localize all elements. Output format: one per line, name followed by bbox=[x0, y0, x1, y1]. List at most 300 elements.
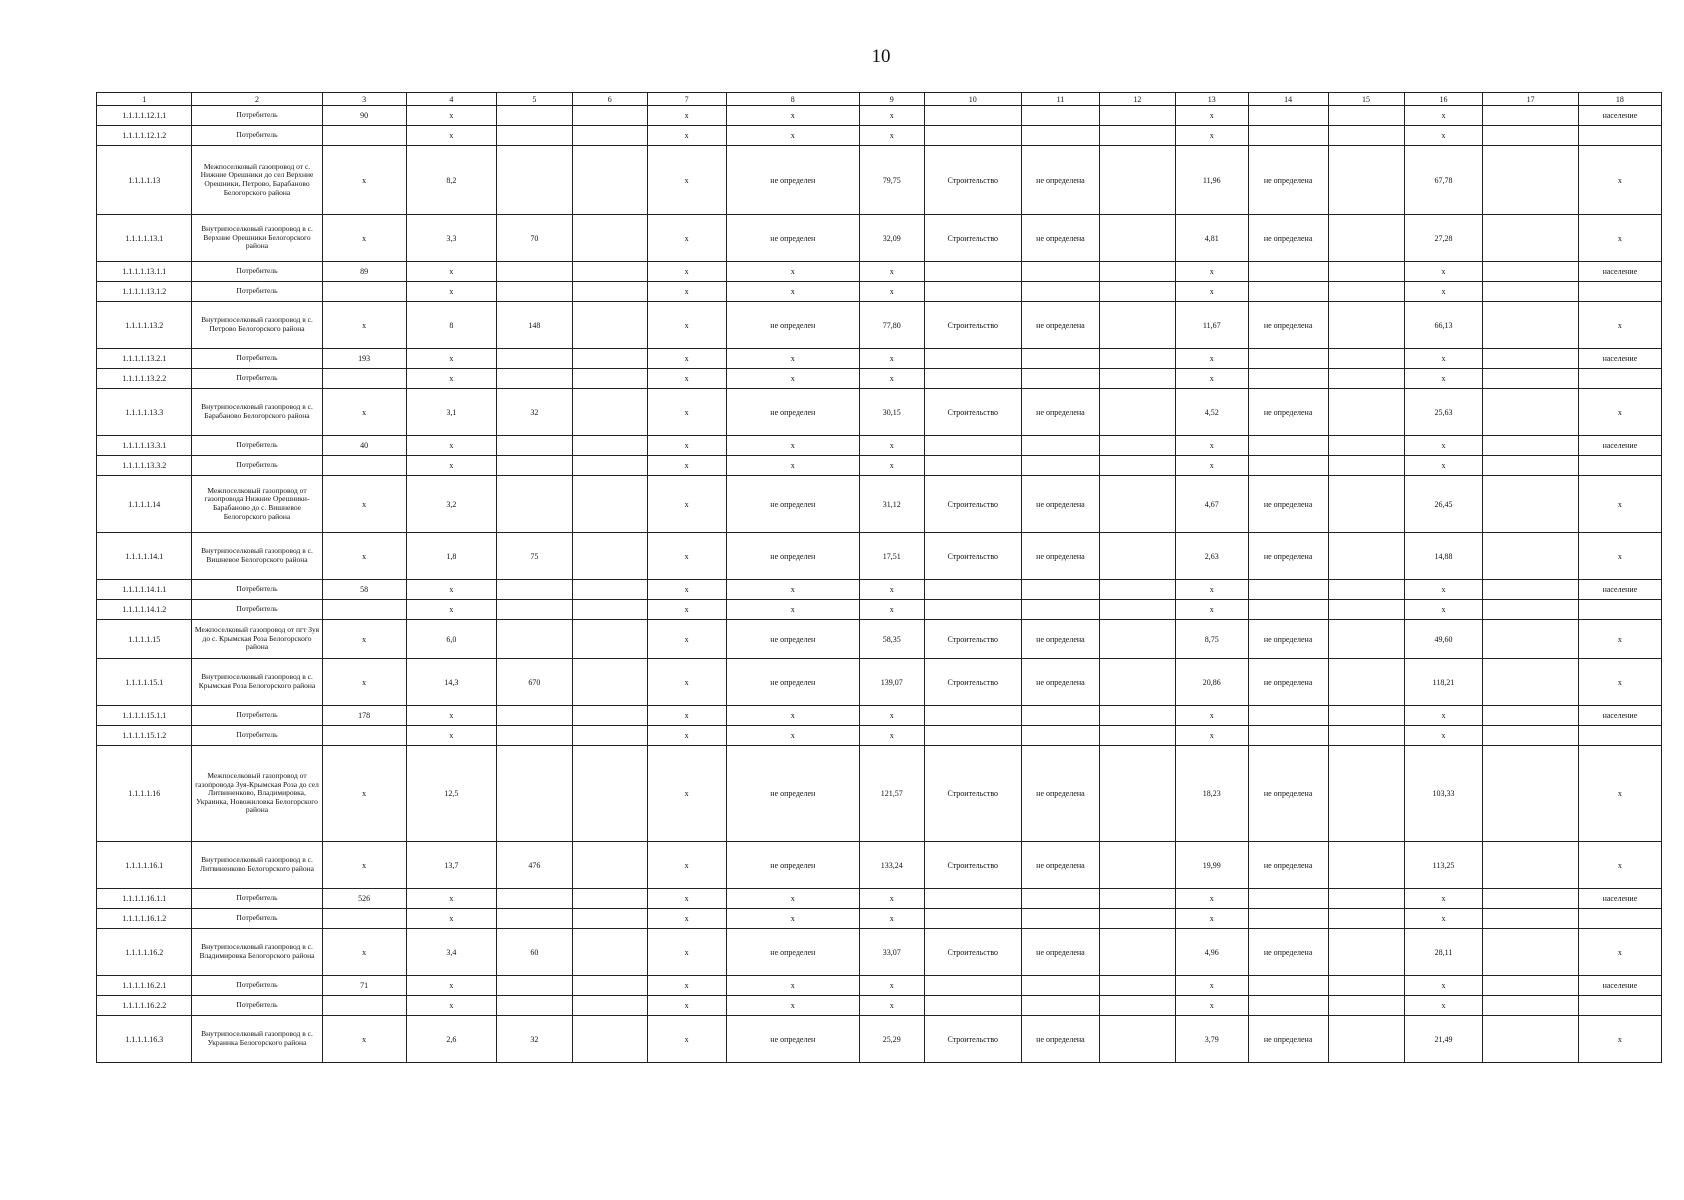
column-header: 15 bbox=[1328, 93, 1404, 106]
table-row bbox=[97, 726, 1662, 746]
table-cell bbox=[1328, 659, 1404, 706]
table-cell: х bbox=[647, 996, 726, 1016]
table-cell bbox=[496, 706, 572, 726]
table-cell: не определен bbox=[726, 659, 859, 706]
table-cell: не определена bbox=[1248, 302, 1328, 349]
table-cell: х bbox=[647, 476, 726, 533]
table-cell bbox=[924, 106, 1021, 126]
table-cell: не определена bbox=[1248, 1016, 1328, 1063]
table-cell bbox=[1021, 580, 1099, 600]
table-cell: не определена bbox=[1021, 146, 1099, 215]
table-cell: Потребитель bbox=[192, 456, 322, 476]
table-cell: х bbox=[1175, 106, 1248, 126]
table-row bbox=[97, 976, 1662, 996]
table-cell: х bbox=[1404, 726, 1483, 746]
table-cell: 4,81 bbox=[1175, 215, 1248, 262]
column-header: 10 bbox=[924, 93, 1021, 106]
table-cell: х bbox=[859, 976, 924, 996]
column-header: 2 bbox=[192, 93, 322, 106]
table-cell bbox=[1099, 726, 1175, 746]
table-cell: не определена bbox=[1021, 659, 1099, 706]
table-cell bbox=[496, 976, 572, 996]
table-cell bbox=[572, 533, 647, 580]
table-cell: х bbox=[1578, 659, 1661, 706]
table-cell: 77,80 bbox=[859, 302, 924, 349]
table-cell: 32,09 bbox=[859, 215, 924, 262]
table-cell: х bbox=[1175, 126, 1248, 146]
table-cell: Строительство bbox=[924, 476, 1021, 533]
table-cell: не определена bbox=[1248, 146, 1328, 215]
table-cell bbox=[1099, 620, 1175, 659]
table-cell: х bbox=[322, 842, 406, 889]
table-cell: Межпоселковый газопровод от с. Нижние Орешники до сел Верхние Орешники, Петрово, Барабаново Белогорского района bbox=[192, 146, 322, 215]
table-cell: 1.1.1.1.16.1 bbox=[97, 842, 192, 889]
table-cell: 3,79 bbox=[1175, 1016, 1248, 1063]
table-cell: х bbox=[647, 659, 726, 706]
table-cell: не определена bbox=[1021, 1016, 1099, 1063]
table-cell: х bbox=[1175, 369, 1248, 389]
header-row bbox=[97, 93, 1662, 106]
table-cell: 4,52 bbox=[1175, 389, 1248, 436]
table-cell: 1.1.1.1.13.2 bbox=[97, 302, 192, 349]
table-cell bbox=[496, 909, 572, 929]
table-cell: население bbox=[1578, 262, 1661, 282]
table-cell bbox=[924, 436, 1021, 456]
table-cell: Потребитель bbox=[192, 909, 322, 929]
table-cell bbox=[924, 706, 1021, 726]
table-cell bbox=[1483, 456, 1578, 476]
table-cell: не определена bbox=[1021, 215, 1099, 262]
table-cell: х bbox=[647, 889, 726, 909]
table-cell: 670 bbox=[496, 659, 572, 706]
table-cell: х bbox=[322, 620, 406, 659]
table-cell bbox=[1483, 262, 1578, 282]
table-cell: население bbox=[1578, 706, 1661, 726]
table-cell bbox=[1328, 909, 1404, 929]
table-cell: х bbox=[647, 706, 726, 726]
table-row bbox=[97, 746, 1662, 842]
table-cell bbox=[1328, 842, 1404, 889]
table-cell: 58 bbox=[322, 580, 406, 600]
table-cell: население bbox=[1578, 889, 1661, 909]
table-cell: х bbox=[647, 533, 726, 580]
table-cell: 1.1.1.1.16.1.2 bbox=[97, 909, 192, 929]
table-cell: не определен bbox=[726, 389, 859, 436]
table-cell bbox=[1483, 476, 1578, 533]
table-cell: 19,99 bbox=[1175, 842, 1248, 889]
table-cell bbox=[1483, 369, 1578, 389]
table-cell: Потребитель bbox=[192, 106, 322, 126]
table-cell: 193 bbox=[322, 349, 406, 369]
table-cell: не определен bbox=[726, 1016, 859, 1063]
table-cell bbox=[1248, 106, 1328, 126]
table-cell bbox=[1578, 126, 1661, 146]
table-cell bbox=[496, 369, 572, 389]
table-cell bbox=[1099, 126, 1175, 146]
table-cell: х bbox=[406, 996, 496, 1016]
table-cell: х bbox=[647, 369, 726, 389]
table-cell bbox=[1099, 262, 1175, 282]
table-cell: х bbox=[1404, 106, 1483, 126]
table-cell: х bbox=[859, 996, 924, 1016]
table-cell: х bbox=[726, 282, 859, 302]
table-cell bbox=[572, 349, 647, 369]
table-cell: х bbox=[859, 726, 924, 746]
column-header: 8 bbox=[726, 93, 859, 106]
table-cell bbox=[1021, 726, 1099, 746]
table-cell bbox=[1248, 976, 1328, 996]
table-row bbox=[97, 620, 1662, 659]
table-cell bbox=[1021, 369, 1099, 389]
table-cell: Внутрипоселковый газопровод в с. Крымская Роза Белогорского района bbox=[192, 659, 322, 706]
table-cell: х bbox=[1578, 746, 1661, 842]
table-row bbox=[97, 215, 1662, 262]
table-cell: х bbox=[859, 909, 924, 929]
table-cell: 4,96 bbox=[1175, 929, 1248, 976]
table-cell bbox=[496, 889, 572, 909]
table-cell bbox=[1578, 282, 1661, 302]
table-cell: х bbox=[406, 282, 496, 302]
table-cell bbox=[572, 600, 647, 620]
table-cell: Потребитель bbox=[192, 262, 322, 282]
table-cell: х bbox=[1175, 456, 1248, 476]
table-cell: х bbox=[1578, 620, 1661, 659]
table-cell bbox=[1021, 262, 1099, 282]
table-cell bbox=[1328, 282, 1404, 302]
table-cell: х bbox=[406, 726, 496, 746]
table-cell: 1.1.1.1.16.1.1 bbox=[97, 889, 192, 909]
table-cell: х bbox=[726, 909, 859, 929]
table-cell: х bbox=[1578, 302, 1661, 349]
table-row bbox=[97, 929, 1662, 976]
table-cell bbox=[1483, 1016, 1578, 1063]
table-cell: Строительство bbox=[924, 1016, 1021, 1063]
table-cell bbox=[1328, 215, 1404, 262]
column-header: 9 bbox=[859, 93, 924, 106]
table-cell: 3,2 bbox=[406, 476, 496, 533]
table-cell: х bbox=[647, 909, 726, 929]
table-cell: х bbox=[647, 436, 726, 456]
table-cell: 12,5 bbox=[406, 746, 496, 842]
table-cell: 27,28 bbox=[1404, 215, 1483, 262]
table-cell bbox=[1021, 349, 1099, 369]
table-cell: х bbox=[647, 215, 726, 262]
table-cell bbox=[1328, 533, 1404, 580]
table-cell: х bbox=[859, 456, 924, 476]
table-cell: х bbox=[859, 349, 924, 369]
table-cell: х bbox=[647, 349, 726, 369]
table-cell: Строительство bbox=[924, 659, 1021, 706]
table-cell bbox=[572, 146, 647, 215]
table-cell bbox=[572, 659, 647, 706]
table-cell: 1.1.1.1.16 bbox=[97, 746, 192, 842]
table-cell: х bbox=[726, 126, 859, 146]
table-cell bbox=[1328, 1016, 1404, 1063]
table-cell bbox=[1248, 889, 1328, 909]
table-cell: 1.1.1.1.13.3.2 bbox=[97, 456, 192, 476]
table-cell bbox=[1248, 262, 1328, 282]
table-cell bbox=[1328, 262, 1404, 282]
table-cell: не определена bbox=[1248, 746, 1328, 842]
table-cell bbox=[1483, 302, 1578, 349]
table-cell bbox=[1099, 476, 1175, 533]
table-cell bbox=[1099, 106, 1175, 126]
column-header: 17 bbox=[1483, 93, 1578, 106]
table-cell: 71 bbox=[322, 976, 406, 996]
table-cell bbox=[1483, 659, 1578, 706]
column-header: 12 bbox=[1099, 93, 1175, 106]
table-cell: х bbox=[1404, 996, 1483, 1016]
table-row bbox=[97, 436, 1662, 456]
table-cell: не определена bbox=[1248, 659, 1328, 706]
table-row bbox=[97, 533, 1662, 580]
table-cell: Внутрипоселковый газопровод в с. Украинка Белогорского района bbox=[192, 1016, 322, 1063]
table-cell bbox=[572, 436, 647, 456]
table-cell: 1.1.1.1.13 bbox=[97, 146, 192, 215]
table-cell bbox=[924, 600, 1021, 620]
table-cell bbox=[1248, 436, 1328, 456]
table-cell: 79,75 bbox=[859, 146, 924, 215]
table-row bbox=[97, 369, 1662, 389]
table-cell bbox=[1099, 369, 1175, 389]
table-cell bbox=[1099, 215, 1175, 262]
table-cell: х bbox=[406, 909, 496, 929]
table-cell bbox=[1483, 620, 1578, 659]
table-cell bbox=[924, 126, 1021, 146]
table-cell: 33,07 bbox=[859, 929, 924, 976]
table-cell: 8 bbox=[406, 302, 496, 349]
table-cell: х bbox=[1404, 976, 1483, 996]
table-cell bbox=[924, 909, 1021, 929]
table-cell: Строительство bbox=[924, 746, 1021, 842]
table-cell bbox=[496, 126, 572, 146]
table-cell: не определен bbox=[726, 215, 859, 262]
table-cell bbox=[1099, 302, 1175, 349]
table-cell: 121,57 bbox=[859, 746, 924, 842]
table-cell bbox=[1578, 726, 1661, 746]
table-cell: 14,88 bbox=[1404, 533, 1483, 580]
table-cell: х bbox=[647, 746, 726, 842]
table-cell bbox=[572, 126, 647, 146]
table-cell bbox=[1248, 369, 1328, 389]
table-cell: х bbox=[1175, 726, 1248, 746]
table-cell: х bbox=[322, 302, 406, 349]
table-cell: х bbox=[726, 580, 859, 600]
table-cell: 4,67 bbox=[1175, 476, 1248, 533]
table-cell: х bbox=[647, 1016, 726, 1063]
table-cell: х bbox=[726, 706, 859, 726]
table-cell bbox=[924, 976, 1021, 996]
table-cell: 1.1.1.1.13.1 bbox=[97, 215, 192, 262]
table-cell bbox=[1021, 909, 1099, 929]
table-cell: 1.1.1.1.14.1.2 bbox=[97, 600, 192, 620]
table-cell bbox=[572, 456, 647, 476]
table-cell bbox=[572, 282, 647, 302]
table-cell: Строительство bbox=[924, 842, 1021, 889]
table-cell bbox=[924, 996, 1021, 1016]
table-cell: х bbox=[1175, 976, 1248, 996]
table-cell: х bbox=[1404, 126, 1483, 146]
table-cell: 40 bbox=[322, 436, 406, 456]
table-cell: население bbox=[1578, 436, 1661, 456]
table-cell: 8,2 bbox=[406, 146, 496, 215]
table-cell bbox=[1483, 706, 1578, 726]
table-cell bbox=[496, 620, 572, 659]
table-cell: х bbox=[406, 262, 496, 282]
table-cell bbox=[572, 369, 647, 389]
table-cell: 103,33 bbox=[1404, 746, 1483, 842]
table-row bbox=[97, 106, 1662, 126]
table-cell bbox=[322, 456, 406, 476]
table-cell bbox=[1483, 746, 1578, 842]
table-cell: х bbox=[1578, 929, 1661, 976]
table-cell bbox=[924, 349, 1021, 369]
table-cell bbox=[572, 726, 647, 746]
table-row bbox=[97, 302, 1662, 349]
table-cell: 1.1.1.1.13.2.1 bbox=[97, 349, 192, 369]
table-cell bbox=[572, 976, 647, 996]
table-cell bbox=[1021, 996, 1099, 1016]
table-cell bbox=[1483, 842, 1578, 889]
table-cell: х bbox=[647, 456, 726, 476]
table-cell bbox=[1483, 126, 1578, 146]
table-cell bbox=[1328, 476, 1404, 533]
table-cell bbox=[496, 436, 572, 456]
table-cell bbox=[496, 476, 572, 533]
table-cell: х bbox=[322, 659, 406, 706]
table-cell: х bbox=[406, 976, 496, 996]
table-cell bbox=[572, 746, 647, 842]
table-cell: 17,51 bbox=[859, 533, 924, 580]
table-cell: х bbox=[647, 620, 726, 659]
table-cell bbox=[1099, 889, 1175, 909]
table-cell: х bbox=[726, 369, 859, 389]
table-cell: х bbox=[322, 929, 406, 976]
table-cell bbox=[924, 282, 1021, 302]
table-cell: 14,3 bbox=[406, 659, 496, 706]
table-cell bbox=[1021, 889, 1099, 909]
table-cell: 1.1.1.1.14.1 bbox=[97, 533, 192, 580]
table-cell: Внутрипоселковый газопровод в с. Вишневое Белогорского района bbox=[192, 533, 322, 580]
table-cell: х bbox=[322, 1016, 406, 1063]
table-cell: 113,25 bbox=[1404, 842, 1483, 889]
table-cell bbox=[1328, 746, 1404, 842]
table-cell bbox=[924, 262, 1021, 282]
table-cell bbox=[572, 909, 647, 929]
table-cell: Строительство bbox=[924, 389, 1021, 436]
table-cell bbox=[496, 746, 572, 842]
table-cell: 2,63 bbox=[1175, 533, 1248, 580]
table-cell: х bbox=[1404, 909, 1483, 929]
table-cell: х bbox=[1578, 842, 1661, 889]
table-cell bbox=[1021, 600, 1099, 620]
table-cell bbox=[1248, 126, 1328, 146]
table-cell: х bbox=[1404, 436, 1483, 456]
table-cell: 90 bbox=[322, 106, 406, 126]
table-cell bbox=[322, 909, 406, 929]
table-cell bbox=[1099, 976, 1175, 996]
table-cell: х bbox=[1404, 580, 1483, 600]
table-cell bbox=[1578, 369, 1661, 389]
table-cell bbox=[572, 262, 647, 282]
table-cell: х bbox=[406, 580, 496, 600]
table-cell: население bbox=[1578, 976, 1661, 996]
table-cell: 1.1.1.1.12.1.2 bbox=[97, 126, 192, 146]
table-cell: 13,7 bbox=[406, 842, 496, 889]
table-cell bbox=[1248, 909, 1328, 929]
table-cell: х bbox=[1175, 436, 1248, 456]
table-cell: не определена bbox=[1021, 746, 1099, 842]
table-cell bbox=[1021, 976, 1099, 996]
table-cell: 148 bbox=[496, 302, 572, 349]
table-cell: Потребитель bbox=[192, 600, 322, 620]
table-row bbox=[97, 262, 1662, 282]
table-cell: х bbox=[406, 889, 496, 909]
table-cell: Потребитель bbox=[192, 282, 322, 302]
table-cell bbox=[572, 580, 647, 600]
table-cell: 1.1.1.1.16.2.2 bbox=[97, 996, 192, 1016]
table-cell bbox=[496, 726, 572, 746]
table-cell: х bbox=[726, 106, 859, 126]
table-cell: не определен bbox=[726, 842, 859, 889]
table-cell: х bbox=[859, 369, 924, 389]
table-cell bbox=[572, 620, 647, 659]
table-cell: Потребитель bbox=[192, 996, 322, 1016]
table-cell: 18,23 bbox=[1175, 746, 1248, 842]
table-cell bbox=[496, 146, 572, 215]
table-cell: х bbox=[647, 929, 726, 976]
table-cell bbox=[1328, 456, 1404, 476]
table-cell: х bbox=[406, 706, 496, 726]
table-cell bbox=[1099, 349, 1175, 369]
table-cell bbox=[572, 889, 647, 909]
table-row bbox=[97, 126, 1662, 146]
table-row bbox=[97, 282, 1662, 302]
table-cell: Потребитель bbox=[192, 436, 322, 456]
table-cell bbox=[1483, 215, 1578, 262]
table-cell bbox=[1483, 436, 1578, 456]
table-cell: Потребитель bbox=[192, 889, 322, 909]
table-cell: х bbox=[406, 436, 496, 456]
table-cell bbox=[1483, 976, 1578, 996]
table-cell bbox=[496, 262, 572, 282]
table-cell bbox=[1328, 976, 1404, 996]
table-row bbox=[97, 476, 1662, 533]
table-row bbox=[97, 889, 1662, 909]
table-cell: не определена bbox=[1021, 620, 1099, 659]
gas-pipeline-table bbox=[96, 92, 1662, 1063]
table-cell: 1.1.1.1.15.1 bbox=[97, 659, 192, 706]
table-cell: х bbox=[1175, 889, 1248, 909]
table-cell: х bbox=[1404, 706, 1483, 726]
column-header: 16 bbox=[1404, 93, 1483, 106]
table-cell: 49,60 bbox=[1404, 620, 1483, 659]
table-row bbox=[97, 1016, 1662, 1063]
table-cell bbox=[1483, 533, 1578, 580]
table-cell bbox=[1483, 996, 1578, 1016]
table-row bbox=[97, 996, 1662, 1016]
table-cell: 3,4 bbox=[406, 929, 496, 976]
table-cell: 1.1.1.1.14 bbox=[97, 476, 192, 533]
table-cell: 1,8 bbox=[406, 533, 496, 580]
table-cell bbox=[496, 600, 572, 620]
table-cell: не определена bbox=[1021, 929, 1099, 976]
table-cell: х bbox=[726, 976, 859, 996]
table-cell: Межпоселковый газопровод от пгт Зуя до с. Крымская Роза Белогорского района bbox=[192, 620, 322, 659]
table-cell bbox=[496, 580, 572, 600]
table-cell bbox=[496, 349, 572, 369]
table-cell: х bbox=[859, 282, 924, 302]
